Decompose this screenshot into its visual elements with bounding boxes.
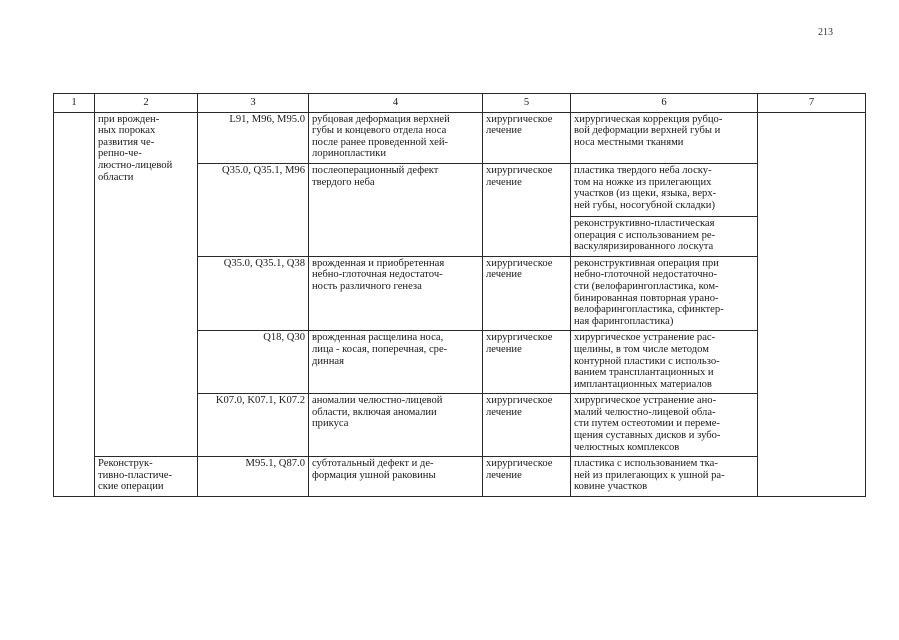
treatment-type-cell: хирургическое лечение <box>483 394 571 457</box>
treatment-method-cell: реконструктивная операция при небно-глоточной недостаточно- сти (велофарингопластика, ком- бинированная повторная урано- велофарингопластика, сфинктер- ная фарингопластика) <box>571 256 758 331</box>
diagnosis-code-cell: L91, M96, M95.0 <box>198 112 309 163</box>
category-cell: Реконструк- тивно-пластиче- ские операции <box>95 457 198 497</box>
disease-model-cell: аномалии челюстно-лицевой области, включая аномалии прикуса <box>309 394 483 457</box>
diagnosis-code-cell: Q35.0, Q35.1, Q38 <box>198 256 309 331</box>
col1-cell <box>54 112 95 496</box>
disease-model-cell: рубцовая деформация верхней губы и концевого отдела носа после ранее проведенной хей- лоринопластики <box>309 112 483 163</box>
diagnosis-code-cell: M95.1, Q87.0 <box>198 457 309 497</box>
treatment-type-cell: хирургическое лечение <box>483 112 571 163</box>
disease-model-cell: послеоперационный дефект твердого неба <box>309 163 483 256</box>
treatment-type-cell: хирургическое лечение <box>483 331 571 394</box>
treatment-type-cell: хирургическое лечение <box>483 163 571 256</box>
column-header: 1 <box>54 94 95 113</box>
table-row <box>54 457 866 497</box>
column-header: 5 <box>483 94 571 113</box>
page-number: 213 <box>818 27 833 38</box>
treatment-method-cell: хирургическое устранение ано- малий челюстно-лицевой обла- сти путем остеотомии и переме- щения суставных дисков и зубо- челюстных комплексов <box>571 394 758 457</box>
column-header: 6 <box>571 94 758 113</box>
diagnosis-code-cell: Q35.0, Q35.1, M96 <box>198 163 309 256</box>
treatment-method-cell: хирургическая коррекция рубцо- вой деформации верхней губы и носа местными тканями <box>571 112 758 163</box>
treatment-method-cell: пластика с использованием тка- ней из прилегающих к ушной ра- ковине участков <box>571 457 758 497</box>
diagnosis-code-cell: Q18, Q30 <box>198 331 309 394</box>
diagnosis-code-cell: K07.0, K07.1, K07.2 <box>198 394 309 457</box>
treatment-method-cell: хирургическое устранение рас- щелины, в том числе методом контурной пластики с использо- ванием трансплантационных и имплантационных материалов <box>571 331 758 394</box>
disease-model-cell: субтотальный дефект и де- формация ушной раковины <box>309 457 483 497</box>
treatment-method-cell: пластика твердого неба лоску- том на ножке из прилегающих участков (из щеки, языка, верх- ней губы, носогубной складки) <box>571 163 758 216</box>
disease-model-cell: врожденная и приобретенная небно-глоточная недостаточ- ность различного генеза <box>309 256 483 331</box>
table-row <box>54 112 866 163</box>
table-header-row <box>54 94 866 113</box>
column-header: 3 <box>198 94 309 113</box>
column-header: 4 <box>309 94 483 113</box>
treatment-type-cell: хирургическое лечение <box>483 457 571 497</box>
column-header: 2 <box>95 94 198 113</box>
medical-procedures-table <box>53 93 866 497</box>
treatment-type-cell: хирургическое лечение <box>483 256 571 331</box>
col7-cell <box>758 112 866 496</box>
treatment-method-cell: реконструктивно-пластическая операция с использованием ре- васкуляризированного лоскута <box>571 216 758 256</box>
column-header: 7 <box>758 94 866 113</box>
category-cell: при врожден- ных пороках развития че- репно-че- люстно-лицевой области <box>95 112 198 457</box>
disease-model-cell: врожденная расщелина носа, лица - косая, поперечная, сре- динная <box>309 331 483 394</box>
